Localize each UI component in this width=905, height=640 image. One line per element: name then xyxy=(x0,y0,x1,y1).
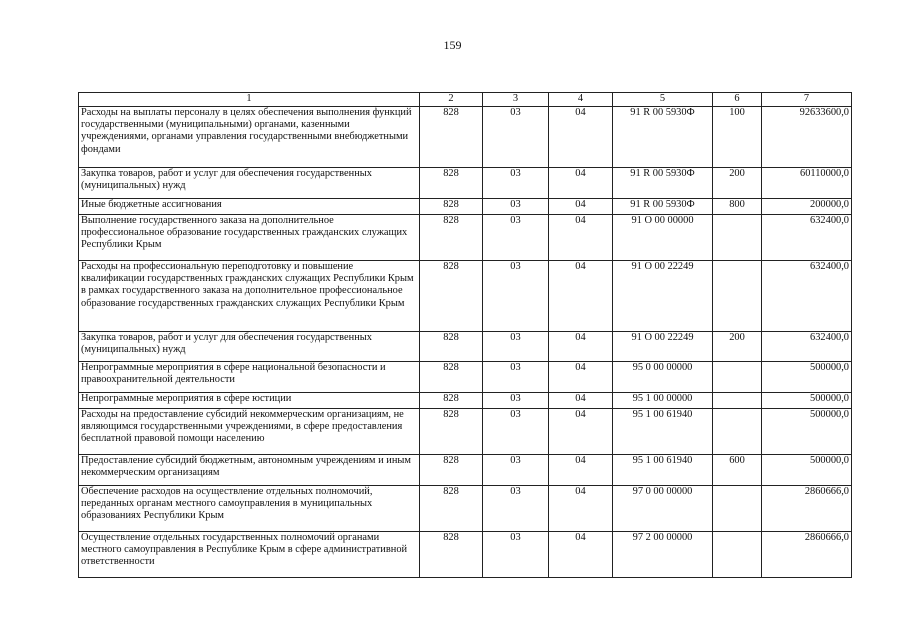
table-row xyxy=(79,455,852,486)
expense-type-code: 200 xyxy=(713,168,762,199)
item-name: Предоставление субсидий бюджетным, автономным учреждениям и иным некоммерческим организациям xyxy=(79,455,420,486)
amount: 500000,0 xyxy=(762,455,852,486)
table-row xyxy=(79,215,852,261)
target-article-code: 95 1 00 61940 xyxy=(613,409,713,455)
target-article-code: 91 R 00 5930Ф xyxy=(613,107,713,168)
ministry-code: 828 xyxy=(420,455,483,486)
item-name: Иные бюджетные ассигнования xyxy=(79,199,420,215)
table-row xyxy=(79,393,852,409)
table-row xyxy=(79,532,852,578)
item-name: Расходы на предоставление субсидий некоммерческим организациям, не являющимся государственными учреждениями, в сфере предоставления бесплатной правовой помощи населению xyxy=(79,409,420,455)
target-article-code: 91 О 00 22249 xyxy=(613,261,713,332)
ministry-code: 828 xyxy=(420,261,483,332)
target-article-code: 91 О 00 22249 xyxy=(613,332,713,362)
ministry-code: 828 xyxy=(420,362,483,393)
item-name: Осуществление отдельных государственных полномочий органами местного самоуправления в Республике Крым в сфере административной ответственности xyxy=(79,532,420,578)
item-name: Закупка товаров, работ и услуг для обеспечения государственных (муниципальных) нужд xyxy=(79,168,420,199)
amount: 632400,0 xyxy=(762,215,852,261)
target-article-code: 97 2 00 00000 xyxy=(613,532,713,578)
ministry-code: 828 xyxy=(420,393,483,409)
header-cell: 2 xyxy=(420,93,483,107)
amount: 200000,0 xyxy=(762,199,852,215)
target-article-code: 91 О 00 00000 xyxy=(613,215,713,261)
target-article-code: 91 R 00 5930Ф xyxy=(613,199,713,215)
amount: 2860666,0 xyxy=(762,532,852,578)
table-row xyxy=(79,261,852,332)
subsection-code: 04 xyxy=(549,532,613,578)
amount: 60110000,0 xyxy=(762,168,852,199)
item-name: Выполнение государственного заказа на дополнительное профессиональное образование государственных гражданских служащих Республики Крым xyxy=(79,215,420,261)
table-row xyxy=(79,107,852,168)
table-row xyxy=(79,168,852,199)
header-cell: 7 xyxy=(762,93,852,107)
section-code: 03 xyxy=(483,455,549,486)
expense-type-code xyxy=(713,486,762,532)
section-code: 03 xyxy=(483,486,549,532)
expense-type-code: 200 xyxy=(713,332,762,362)
expense-type-code xyxy=(713,261,762,332)
item-name: Непрограммные мероприятия в сфере юстиции xyxy=(79,393,420,409)
header-row xyxy=(79,93,852,107)
expense-type-code xyxy=(713,532,762,578)
ministry-code: 828 xyxy=(420,486,483,532)
expense-type-code xyxy=(713,362,762,393)
expense-type-code: 800 xyxy=(713,199,762,215)
target-article-code: 95 1 00 00000 xyxy=(613,393,713,409)
item-name: Непрограммные мероприятия в сфере национальной безопасности и правоохранительной деятельности xyxy=(79,362,420,393)
table-row xyxy=(79,409,852,455)
target-article-code: 97 0 00 00000 xyxy=(613,486,713,532)
header-cell: 4 xyxy=(549,93,613,107)
section-code: 03 xyxy=(483,107,549,168)
amount: 2860666,0 xyxy=(762,486,852,532)
header-cell: 3 xyxy=(483,93,549,107)
amount: 500000,0 xyxy=(762,393,852,409)
section-code: 03 xyxy=(483,362,549,393)
subsection-code: 04 xyxy=(549,107,613,168)
section-code: 03 xyxy=(483,199,549,215)
amount: 632400,0 xyxy=(762,332,852,362)
item-name: Расходы на профессиональную переподготовку и повышение квалификации государственных гражданских служащих Республики Крым в рамках государственного заказа на дополнительное профессиональное образование государственных гражданских служащих Республики Крым xyxy=(79,261,420,332)
amount: 92633600,0 xyxy=(762,107,852,168)
ministry-code: 828 xyxy=(420,215,483,261)
subsection-code: 04 xyxy=(549,332,613,362)
item-name: Расходы на выплаты персоналу в целях обеспечения выполнения функций государственными (муниципальными) органами, казенными учреждениями, органами управления государственными внебюджетными фондами xyxy=(79,107,420,168)
expense-type-code xyxy=(713,393,762,409)
ministry-code: 828 xyxy=(420,332,483,362)
section-code: 03 xyxy=(483,215,549,261)
table-row xyxy=(79,362,852,393)
budget-table xyxy=(78,92,852,578)
expense-type-code: 600 xyxy=(713,455,762,486)
amount: 500000,0 xyxy=(762,362,852,393)
page-number: 159 xyxy=(443,38,462,52)
table-row xyxy=(79,199,852,215)
target-article-code: 95 0 00 00000 xyxy=(613,362,713,393)
section-code: 03 xyxy=(483,393,549,409)
section-code: 03 xyxy=(483,332,549,362)
header-cell: 6 xyxy=(713,93,762,107)
subsection-code: 04 xyxy=(549,215,613,261)
ministry-code: 828 xyxy=(420,199,483,215)
expense-type-code: 100 xyxy=(713,107,762,168)
target-article-code: 95 1 00 61940 xyxy=(613,455,713,486)
item-name: Обеспечение расходов на осуществление отдельных полномочий, переданных органам местного самоуправления в муниципальных образованиях Республики Крым xyxy=(79,486,420,532)
table-row xyxy=(79,332,852,362)
subsection-code: 04 xyxy=(549,409,613,455)
section-code: 03 xyxy=(483,409,549,455)
table-row xyxy=(79,486,852,532)
subsection-code: 04 xyxy=(549,486,613,532)
section-code: 03 xyxy=(483,261,549,332)
ministry-code: 828 xyxy=(420,532,483,578)
item-name: Закупка товаров, работ и услуг для обеспечения государственных (муниципальных) нужд xyxy=(79,332,420,362)
ministry-code: 828 xyxy=(420,107,483,168)
ministry-code: 828 xyxy=(420,409,483,455)
subsection-code: 04 xyxy=(549,199,613,215)
header-cell: 5 xyxy=(613,93,713,107)
subsection-code: 04 xyxy=(549,362,613,393)
subsection-code: 04 xyxy=(549,168,613,199)
target-article-code: 91 R 00 5930Ф xyxy=(613,168,713,199)
amount: 500000,0 xyxy=(762,409,852,455)
ministry-code: 828 xyxy=(420,168,483,199)
subsection-code: 04 xyxy=(549,393,613,409)
expense-type-code xyxy=(713,215,762,261)
expense-type-code xyxy=(713,409,762,455)
subsection-code: 04 xyxy=(549,261,613,332)
header-cell: 1 xyxy=(79,93,420,107)
amount: 632400,0 xyxy=(762,261,852,332)
subsection-code: 04 xyxy=(549,455,613,486)
section-code: 03 xyxy=(483,168,549,199)
section-code: 03 xyxy=(483,532,549,578)
